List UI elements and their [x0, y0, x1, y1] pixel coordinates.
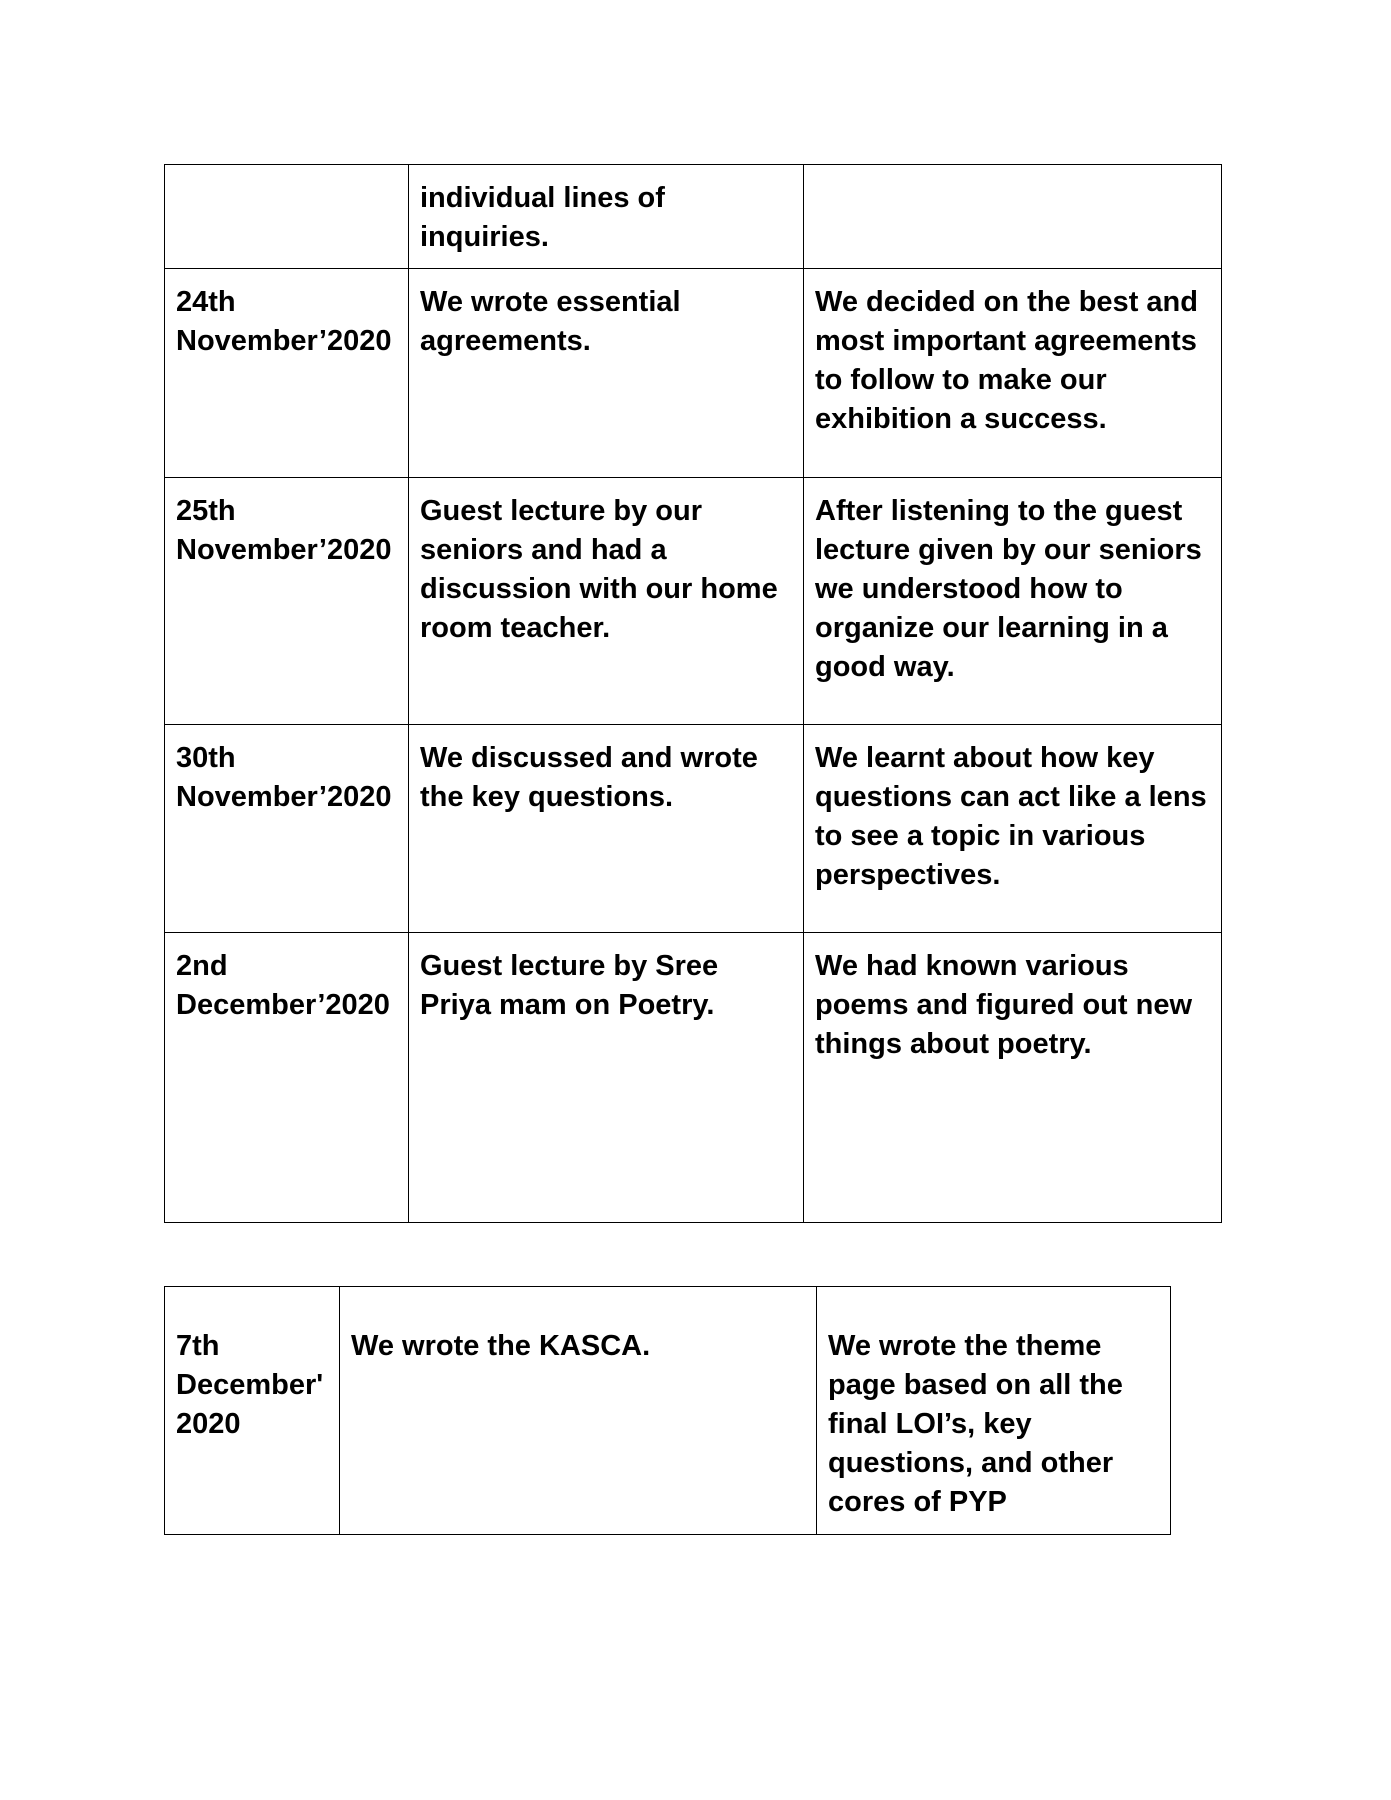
date-cell: 30th November’2020	[165, 725, 409, 933]
date-cell: 25th November’2020	[165, 478, 409, 725]
table-row	[165, 725, 1222, 933]
table-row	[165, 1287, 1171, 1535]
reflection-cell: We had known various poems and figured out new things about poetry.	[804, 933, 1222, 1223]
activity-cell: We discussed and wrote the key questions.	[409, 725, 804, 933]
reflection-cell: We wrote the theme page based on all the final LOI’s, key questions, and other cores of PYP	[817, 1287, 1171, 1535]
activity-cell: individual lines of inquiries.	[409, 165, 804, 269]
reflection-cell	[804, 165, 1222, 269]
reflection-cell: We decided on the best and most important agreements to follow to make our exhibition a success.	[804, 269, 1222, 478]
activity-cell: We wrote the KASCA.	[340, 1287, 817, 1535]
activity-cell: Guest lecture by Sree Priya mam on Poetry.	[409, 933, 804, 1223]
activity-log-table	[164, 164, 1222, 1223]
table-row	[165, 269, 1222, 478]
table-row	[165, 478, 1222, 725]
activity-cell: We wrote essential agreements.	[409, 269, 804, 478]
date-cell: 2nd December’2020	[165, 933, 409, 1223]
table-row	[165, 933, 1222, 1223]
reflection-cell: After listening to the guest lecture given by our seniors we understood how to organize our learning in a good way.	[804, 478, 1222, 725]
date-cell	[165, 165, 409, 269]
reflection-cell: We learnt about how key questions can act like a lens to see a topic in various perspectives.	[804, 725, 1222, 933]
table-row	[165, 165, 1222, 269]
date-cell: 24th November’2020	[165, 269, 409, 478]
kasca-table	[164, 1286, 1171, 1535]
activity-cell: Guest lecture by our seniors and had a discussion with our home room teacher.	[409, 478, 804, 725]
date-cell: 7th December' 2020	[165, 1287, 340, 1535]
